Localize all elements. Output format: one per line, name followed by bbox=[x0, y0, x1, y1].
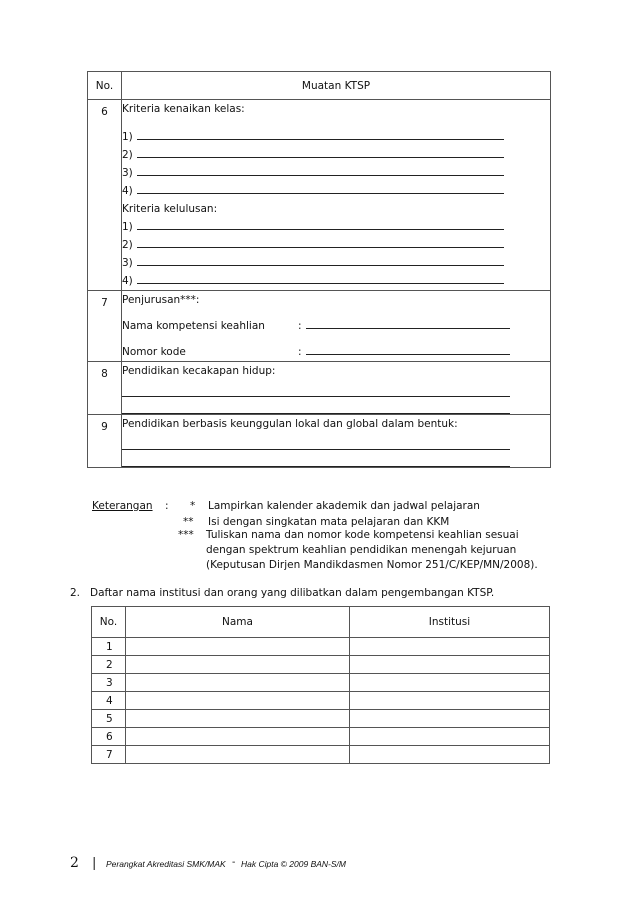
note-1-mark: * bbox=[190, 500, 196, 512]
row-7 bbox=[88, 291, 551, 362]
row-9-no: 9 bbox=[88, 415, 122, 468]
inst-row-no: 6 bbox=[92, 728, 126, 746]
table-row bbox=[92, 692, 550, 710]
keunggulan-line-1[interactable] bbox=[122, 436, 510, 450]
inst-header-row bbox=[92, 607, 550, 638]
inst-row-no: 7 bbox=[92, 746, 126, 764]
footer-separator: | bbox=[92, 856, 97, 871]
note-2-text: Isi dengan singkatan mata pelajaran dan KKM bbox=[208, 516, 450, 528]
kenaikan-item-3[interactable]: 3) bbox=[122, 164, 550, 182]
row-7-no: 7 bbox=[88, 291, 122, 362]
footer-title: Perangkat Akreditasi SMK/MAK bbox=[106, 859, 226, 869]
note-3-line-3: (Keputusan Dirjen Mandikdasmen Nomor 251/C/KEP/MN/2008). bbox=[206, 559, 538, 571]
kecakapan-line-1[interactable] bbox=[122, 383, 510, 397]
institusi-cell[interactable] bbox=[350, 656, 550, 674]
kelulusan-item-1[interactable]: 1) bbox=[122, 218, 550, 236]
kecakapan-line-2[interactable] bbox=[122, 400, 510, 414]
nama-cell[interactable] bbox=[126, 674, 350, 692]
institusi-cell[interactable] bbox=[350, 674, 550, 692]
kenaikan-item-4[interactable]: 4) bbox=[122, 182, 550, 200]
inst-row-no: 1 bbox=[92, 638, 126, 656]
footer-dash: - bbox=[232, 857, 236, 868]
row-6-no: 6 bbox=[88, 100, 122, 291]
institusi-cell[interactable] bbox=[350, 692, 550, 710]
kelulusan-item-2[interactable]: 2) bbox=[122, 236, 550, 254]
institusi-cell[interactable] bbox=[350, 638, 550, 656]
inst-row-no: 3 bbox=[92, 674, 126, 692]
table-row bbox=[92, 656, 550, 674]
inst-header-no: No. bbox=[92, 607, 126, 638]
row-7-content bbox=[122, 291, 551, 362]
nama-cell[interactable] bbox=[126, 710, 350, 728]
table-row bbox=[92, 674, 550, 692]
inst-header-nama: Nama bbox=[126, 607, 350, 638]
keunggulan-label: Pendidikan berbasis keunggulan lokal dan global dalam bentuk: bbox=[122, 418, 458, 430]
row-9-content bbox=[122, 415, 551, 468]
institusi-cell[interactable] bbox=[350, 710, 550, 728]
kenaikan-item-2[interactable]: 2) bbox=[122, 146, 550, 164]
kelulusan-label: Kriteria kelulusan: bbox=[122, 203, 218, 215]
nama-cell[interactable] bbox=[126, 638, 350, 656]
note-1-text: Lampirkan kalender akademik dan jadwal pelajaran bbox=[208, 500, 480, 512]
nama-cell[interactable] bbox=[126, 728, 350, 746]
footer-copyright: Hak Cipta © 2009 BAN-S/M bbox=[241, 859, 346, 869]
note-2-mark: ** bbox=[183, 516, 194, 528]
row-8-content bbox=[122, 362, 551, 415]
nama-cell[interactable] bbox=[126, 692, 350, 710]
kenaikan-label: Kriteria kenaikan kelas: bbox=[122, 103, 245, 115]
header-muatan: Muatan KTSP bbox=[122, 72, 551, 100]
table-row bbox=[92, 728, 550, 746]
row-8-no: 8 bbox=[88, 362, 122, 415]
kompetensi-field[interactable]: Nama kompetensi keahlian : bbox=[122, 317, 550, 335]
section-2-text: Daftar nama institusi dan orang yang dilibatkan dalam pengembangan KTSP. bbox=[90, 587, 495, 599]
ktsp-table bbox=[87, 71, 551, 468]
table-row bbox=[92, 746, 550, 764]
kenaikan-item-1[interactable]: 1) bbox=[122, 128, 550, 146]
kelulusan-item-3[interactable]: 3) bbox=[122, 254, 550, 272]
institution-table bbox=[91, 606, 550, 764]
notes-colon: : bbox=[165, 500, 169, 512]
institusi-cell[interactable] bbox=[350, 728, 550, 746]
page-number: 2 bbox=[70, 855, 79, 871]
keunggulan-line-2[interactable] bbox=[122, 453, 510, 467]
note-3-mark: *** bbox=[178, 529, 194, 541]
header-no: No. bbox=[88, 72, 122, 100]
kecakapan-label: Pendidikan kecakapan hidup: bbox=[122, 365, 276, 377]
nama-cell[interactable] bbox=[126, 746, 350, 764]
ktsp-header-row bbox=[88, 72, 551, 100]
row-6-content bbox=[122, 100, 551, 291]
table-row bbox=[92, 710, 550, 728]
notes-title: Keterangan bbox=[92, 500, 153, 512]
nama-cell[interactable] bbox=[126, 656, 350, 674]
institusi-cell[interactable] bbox=[350, 746, 550, 764]
row-6 bbox=[88, 100, 551, 291]
note-3-line-2: dengan spektrum keahlian pendidikan menengah kejuruan bbox=[206, 544, 517, 556]
note-3-line-1: Tuliskan nama dan nomor kode kompetensi keahlian sesuai bbox=[206, 529, 519, 541]
row-9 bbox=[88, 415, 551, 468]
inst-row-no: 2 bbox=[92, 656, 126, 674]
inst-row-no: 5 bbox=[92, 710, 126, 728]
table-row bbox=[92, 638, 550, 656]
penjurusan-label: Penjurusan***: bbox=[122, 294, 200, 306]
section-2-number: 2. bbox=[70, 587, 81, 599]
nomor-kode-field[interactable]: Nomor kode : bbox=[122, 343, 550, 361]
row-8 bbox=[88, 362, 551, 415]
inst-header-institusi: Institusi bbox=[350, 607, 550, 638]
kelulusan-item-4[interactable]: 4) bbox=[122, 272, 550, 290]
inst-row-no: 4 bbox=[92, 692, 126, 710]
